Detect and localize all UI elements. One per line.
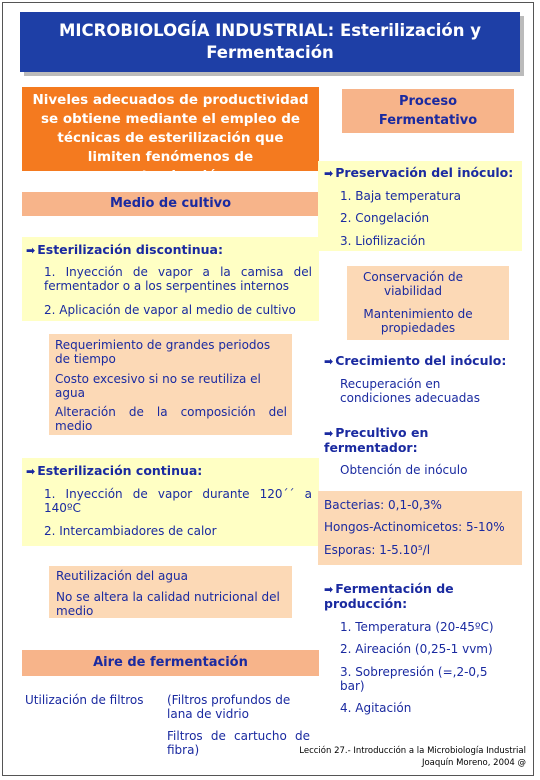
precultivo-text: Obtención de inóculo [340, 463, 468, 477]
fermentacion-item: 3. Sobrepresión (=,2-0,5 bar) [340, 665, 488, 693]
medio-header-label: Medio de cultivo [109, 196, 232, 211]
arrow-right-icon: ➡ [324, 355, 334, 368]
continua-item-1: 1. Inyección de vapor durante 120´´ a 140ºC [44, 487, 312, 515]
intro-text: Niveles adecuados de productividad se obtiene mediante el empleo de técnicas de esterilización que limiten fenómenos de contaminación [32, 92, 309, 184]
inoculo-level: Bacterias: 0,1-0,3% [324, 498, 442, 512]
discontinua-heading-text: Esterilización discontinua: [37, 242, 223, 257]
footer-line-2: Joaquín Moreno, 2004 @ [421, 758, 526, 768]
proceso-header-label: Proceso Fermentativo [378, 94, 478, 128]
arrow-right-icon: ➡ [324, 583, 334, 596]
precultivo-heading-text: Precultivo en fermentador: [324, 425, 429, 455]
fermentacion-item: 1. Temperatura (20-45ºC) [340, 620, 494, 634]
crecimiento-text: Recuperación en condiciones adecuadas [340, 377, 480, 405]
fermentacion-heading [324, 582, 464, 611]
page-title: MICROBIOLOGÍA INDUSTRIAL: Esterilización y Fermentación [20, 12, 520, 72]
crecimiento-heading-text: Crecimiento del inóculo: [335, 353, 507, 368]
aire-header-label: Aire de fermentación [93, 655, 248, 670]
preservacion-heading [324, 166, 513, 181]
precultivo-heading [324, 426, 454, 455]
drawback-item: Requerimiento de grandes periodos de tiempo [55, 338, 271, 366]
preservacion-item: 2. Congelación [340, 211, 430, 225]
inoculo-level: Esporas: 1-5.10⁵/l [324, 543, 431, 557]
arrow-right-icon: ➡ [324, 427, 334, 440]
drawback-item: Alteración de la composición del medio [55, 405, 287, 433]
continua-item-2: 2. Intercambiadores de calor [44, 524, 217, 538]
discontinua-item-1: 1. Inyección de vapor a la camisa del fermentador o a los serpentines internos [44, 265, 312, 293]
preservacion-item: 1. Baja temperatura [340, 189, 462, 203]
aire-label: Utilización de filtros [25, 693, 144, 707]
footer-line-1: Lección 27.- Introducción a la Microbiología Industrial [299, 746, 526, 756]
aire-header [22, 650, 319, 676]
arrow-right-icon: ➡ [26, 465, 36, 478]
continua-heading-text: Esterilización continua: [37, 463, 203, 478]
advantage-item: Reutilización del agua [56, 569, 188, 583]
preservacion-item: 3. Liofilización [340, 234, 426, 248]
preservacion-goal: Mantenimiento de propiedades [363, 307, 473, 335]
fermentacion-heading-text: Fermentación de producción: [324, 581, 454, 611]
intro-box [22, 87, 319, 184]
medio-header [22, 192, 319, 216]
fermentacion-item: 2. Aireación (0,25-1 vvm) [340, 642, 493, 656]
preservacion-heading-text: Preservación del inóculo: [335, 165, 514, 180]
discontinua-heading [26, 243, 223, 258]
crecimiento-heading [324, 354, 506, 369]
discontinua-item-2: 2. Aplicación de vapor al medio de cultivo [44, 303, 296, 317]
inoculo-level: Hongos-Actinomicetos: 5-10% [324, 520, 505, 534]
arrow-right-icon: ➡ [324, 167, 334, 180]
preservacion-goal: Conservación de viabilidad [362, 270, 464, 298]
fermentacion-item: 4. Agitación [340, 701, 412, 715]
proceso-header [342, 89, 514, 133]
aire-filtro-2: Filtros de cartucho de fibra) [167, 729, 310, 757]
arrow-right-icon: ➡ [26, 244, 36, 257]
aire-filtro-1: (Filtros profundos de lana de vidrio [167, 693, 291, 721]
advantage-item: No se altera la calidad nutricional del medio [56, 590, 280, 618]
continua-heading [26, 464, 202, 479]
drawback-item: Costo excesivo si no se reutiliza el agua [55, 372, 261, 400]
